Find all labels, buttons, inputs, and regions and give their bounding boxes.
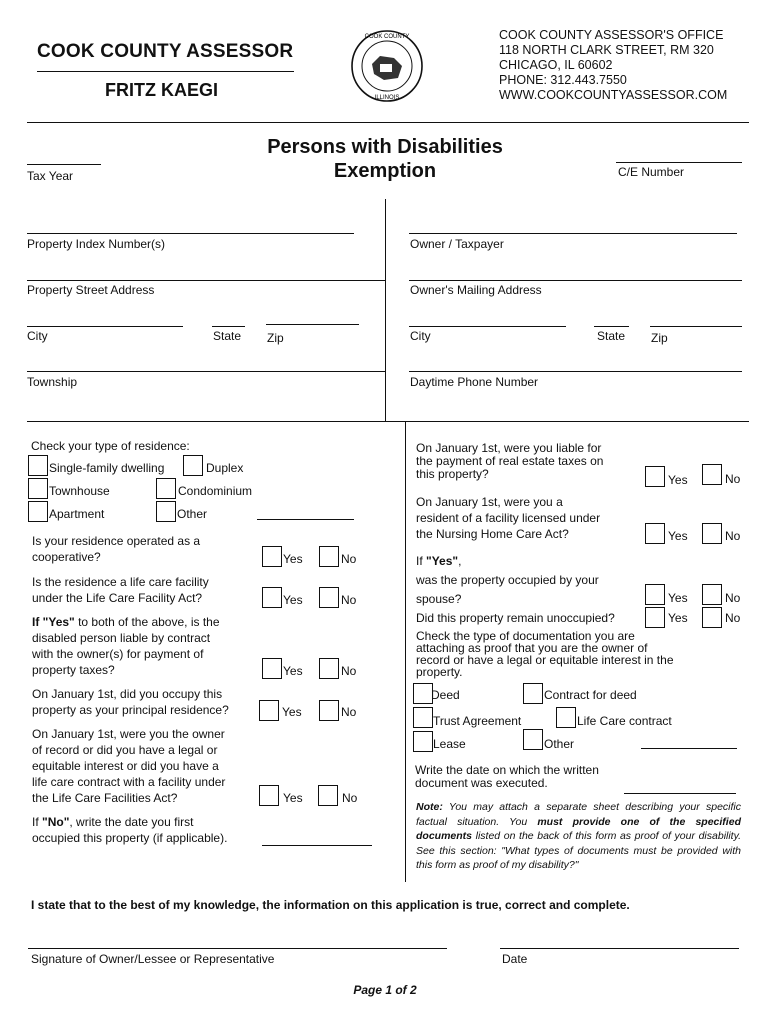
date-line[interactable] <box>500 948 739 949</box>
county-seal-icon <box>350 28 424 104</box>
no-label: No <box>725 611 741 625</box>
question-line: property as your principal residence? <box>32 703 229 717</box>
coop-question <box>32 533 252 565</box>
lifecare-no-checkbox[interactable] <box>319 587 339 608</box>
question-line: property taxes? <box>32 663 115 677</box>
owner-zip-line[interactable] <box>650 326 742 327</box>
yes-label: Yes <box>283 593 303 607</box>
office-line: PHONE: 312.443.7550 <box>499 73 627 87</box>
townhouse-checkbox[interactable] <box>28 478 48 499</box>
duplex-checkbox[interactable] <box>183 455 203 476</box>
pin-label: Property Index Number(s) <box>27 237 166 251</box>
title-line: Persons with Disabilities <box>267 136 503 158</box>
question-line: was the property occupied by your <box>416 573 599 587</box>
state-line[interactable] <box>212 326 245 327</box>
yes-label: Yes <box>283 552 303 566</box>
single-family-label: Single-family dwelling <box>49 461 165 475</box>
office-line: COOK COUNTY ASSESSOR'S OFFICE <box>499 28 724 42</box>
doc-line: property. <box>416 665 463 679</box>
question-line: spouse? <box>416 592 462 606</box>
pin-line[interactable] <box>27 233 354 234</box>
contract-for-deed-label: Contract for deed <box>544 688 637 702</box>
question-line: cooperative? <box>32 550 101 564</box>
question-line: disabled person liable by contract <box>32 631 211 645</box>
tax-year-label: Tax Year <box>27 169 74 183</box>
other-doc-checkbox[interactable] <box>523 729 543 750</box>
apartment-checkbox[interactable] <box>28 501 48 522</box>
question-line: On January 1st, were you liable for <box>416 441 602 455</box>
question-line: this property? <box>416 467 489 481</box>
yes-label: Yes <box>668 529 688 543</box>
center-divider-lower <box>405 421 406 882</box>
first-occupied-date-line[interactable] <box>262 845 372 846</box>
other-residence-label: Other <box>177 507 208 521</box>
page-number: Page 1 of 2 <box>353 983 417 997</box>
state-label: State <box>213 329 242 343</box>
doc-line: Check the type of documentation you are <box>416 629 635 643</box>
trust-agreement-label: Trust Agreement <box>433 714 522 728</box>
residence-heading: Check your type of residence: <box>31 439 190 453</box>
center-divider <box>385 199 386 421</box>
zip-label: Zip <box>267 331 284 345</box>
signature-line[interactable] <box>28 948 447 949</box>
doc-line: record or have a legal or equitable interest in the <box>416 653 674 667</box>
nursing-yes-checkbox[interactable] <box>645 523 665 544</box>
svg-text:COOK COUNTY: COOK COUNTY <box>364 34 410 40</box>
lease-checkbox[interactable] <box>413 731 433 752</box>
city-line[interactable] <box>27 326 183 327</box>
liable-yes-checkbox[interactable] <box>262 658 282 679</box>
yes-label: Yes <box>668 611 688 625</box>
lifecare-yes-checkbox[interactable] <box>262 587 282 608</box>
taxes-yes-checkbox[interactable] <box>645 466 665 487</box>
lifecare-question <box>32 574 252 606</box>
other-residence-line[interactable] <box>257 519 354 520</box>
header-rule <box>27 122 749 123</box>
prompt-line: Write the date on which the written <box>415 763 599 777</box>
yes-label: Yes <box>282 705 302 719</box>
note-text: You may attach a separate sheet describing your specific factual situation. You <box>416 801 741 828</box>
yes-label: Yes <box>283 664 303 678</box>
spouse-no-checkbox[interactable] <box>702 584 722 605</box>
unoccupied-no-checkbox[interactable] <box>702 607 722 628</box>
prompt-line: document was executed. <box>415 776 548 790</box>
question-line: with the owner(s) for payment of <box>32 647 204 661</box>
yes-label: Yes <box>668 473 688 487</box>
street-label: Property Street Address <box>27 283 155 297</box>
phone-line[interactable] <box>409 371 742 372</box>
note-label: Note: <box>416 801 443 813</box>
street-line[interactable] <box>27 280 385 281</box>
svg-text:ILLINOIS: ILLINOIS <box>374 95 400 101</box>
duplex-label: Duplex <box>206 461 244 475</box>
question-line: On January 1st, did you occupy this <box>32 687 223 701</box>
office-line: WWW.COOKCOUNTYASSESSOR.COM <box>499 88 728 102</box>
owner-record-question <box>32 726 257 806</box>
mailing-line[interactable] <box>409 280 742 281</box>
liable-no-checkbox[interactable] <box>319 658 339 679</box>
zip-line[interactable] <box>266 324 359 325</box>
owner-record-yes-checkbox[interactable] <box>259 785 279 806</box>
spouse-yes-checkbox[interactable] <box>645 584 665 605</box>
township-line[interactable] <box>27 371 385 372</box>
question-line: On January 1st, were you a <box>416 495 563 509</box>
no-label: No <box>341 664 357 678</box>
question-line: If "Yes", <box>416 554 462 568</box>
life-care-contract-label: Life Care contract <box>577 714 672 728</box>
other-doc-line[interactable] <box>641 748 737 749</box>
tax-year-line[interactable] <box>27 164 101 165</box>
no-label: No <box>725 591 741 605</box>
owner-record-no-checkbox[interactable] <box>318 785 338 806</box>
township-label: Township <box>27 375 78 389</box>
form-title <box>240 135 530 183</box>
townhouse-label: Townhouse <box>49 484 110 498</box>
no-label: No <box>341 705 357 719</box>
documentation-note <box>416 800 741 873</box>
owner-line[interactable] <box>409 233 737 234</box>
phone-label: Daytime Phone Number <box>410 375 539 389</box>
owner-city-label: City <box>410 329 431 343</box>
question-line: On January 1st, were you the owner <box>32 727 225 741</box>
apartment-label: Apartment <box>49 507 105 521</box>
owner-state-label: State <box>597 329 626 343</box>
nursing-no-checkbox[interactable] <box>702 523 722 544</box>
date-label: Date <box>502 952 528 966</box>
no-label: No <box>341 593 357 607</box>
occupy-question <box>32 686 257 718</box>
note-text: listed on the back of this form as proof of your disability. See this section: "What types of documents must be provided with this form as proof of my disability?" <box>416 830 741 871</box>
question-line: the payment of real estate taxes on <box>416 454 604 468</box>
signature-label: Signature of Owner/Lessee or Representative <box>31 952 275 966</box>
office-line: 118 NORTH CLARK STREET, RM 320 <box>499 43 714 57</box>
other-doc-label: Other <box>544 737 575 751</box>
yes-label: Yes <box>668 591 688 605</box>
written-date-prompt <box>415 764 635 790</box>
question-line: the Life Care Facilities Act? <box>32 791 178 805</box>
mailing-label: Owner's Mailing Address <box>410 283 542 297</box>
condominium-label: Condominium <box>178 484 253 498</box>
office-line: CHICAGO, IL 60602 <box>499 58 613 72</box>
taxes-no-checkbox[interactable] <box>702 464 722 485</box>
question-line: Is your residence operated as a <box>32 534 201 548</box>
nursing-question <box>416 494 641 542</box>
question-line: If "Yes" to both of the above, is the <box>32 615 220 629</box>
unoccupied-question: Did this property remain unoccupied? <box>416 611 615 625</box>
first-occupied-question <box>32 814 257 846</box>
note-emphasis: must provide one of the specified documents <box>416 815 741 842</box>
liable-question <box>32 614 257 678</box>
owner-city-line[interactable] <box>409 326 566 327</box>
question-line: resident of a facility licensed under <box>416 511 601 525</box>
doc-line: attaching as proof that you are the owner of <box>416 641 648 655</box>
question-line: equitable interest or did you have a <box>32 759 219 773</box>
no-label: No <box>341 552 357 566</box>
question-line: the Nursing Home Care Act? <box>416 527 569 541</box>
certification-statement: I state that to the best of my knowledge, the information on this application is true, correct and complete. <box>31 898 630 912</box>
brand-name: COOK COUNTY ASSESSOR <box>37 41 294 62</box>
owner-label: Owner / Taxpayer <box>410 237 504 251</box>
coop-no-checkbox[interactable] <box>319 546 339 567</box>
section-rule <box>27 421 749 422</box>
assessor-name: FRITZ KAEGI <box>105 80 218 100</box>
question-line: life care contract with a facility under <box>32 775 226 789</box>
owner-zip-label: Zip <box>651 331 668 345</box>
question-line: of record or did you have a legal or <box>32 743 218 757</box>
documentation-heading <box>416 630 696 678</box>
contract-for-deed-checkbox[interactable] <box>523 683 543 704</box>
occupy-yes-checkbox[interactable] <box>259 700 279 721</box>
trust-agreement-checkbox[interactable] <box>413 707 433 728</box>
spouse-question <box>416 552 641 609</box>
other-residence-checkbox[interactable] <box>156 501 176 522</box>
unoccupied-yes-checkbox[interactable] <box>645 607 665 628</box>
office-address <box>499 28 727 103</box>
deed-checkbox[interactable] <box>413 683 433 704</box>
no-label: No <box>725 529 741 543</box>
ce-number-label: C/E Number <box>618 165 685 179</box>
written-date-line[interactable] <box>624 793 736 794</box>
life-care-contract-checkbox[interactable] <box>556 707 576 728</box>
ce-number-line[interactable] <box>616 162 742 163</box>
brand-divider <box>37 71 294 72</box>
question-line: Is the residence a life care facility <box>32 575 209 589</box>
single-family-checkbox[interactable] <box>28 455 48 476</box>
city-label: City <box>27 329 48 343</box>
no-label: No <box>725 472 741 486</box>
deed-label: Deed <box>431 688 460 702</box>
owner-state-line[interactable] <box>594 326 629 327</box>
no-label: No <box>342 791 358 805</box>
yes-label: Yes <box>283 791 303 805</box>
condominium-checkbox[interactable] <box>156 478 176 499</box>
question-line: If "No", write the date you first <box>32 815 194 829</box>
occupy-no-checkbox[interactable] <box>319 700 339 721</box>
coop-yes-checkbox[interactable] <box>262 546 282 567</box>
question-line: under the Life Care Facility Act? <box>32 591 203 605</box>
taxes-question <box>416 442 636 481</box>
question-line: occupied this property (if applicable). <box>32 831 228 845</box>
title-line: Exemption <box>333 160 437 182</box>
lease-label: Lease <box>433 737 466 751</box>
